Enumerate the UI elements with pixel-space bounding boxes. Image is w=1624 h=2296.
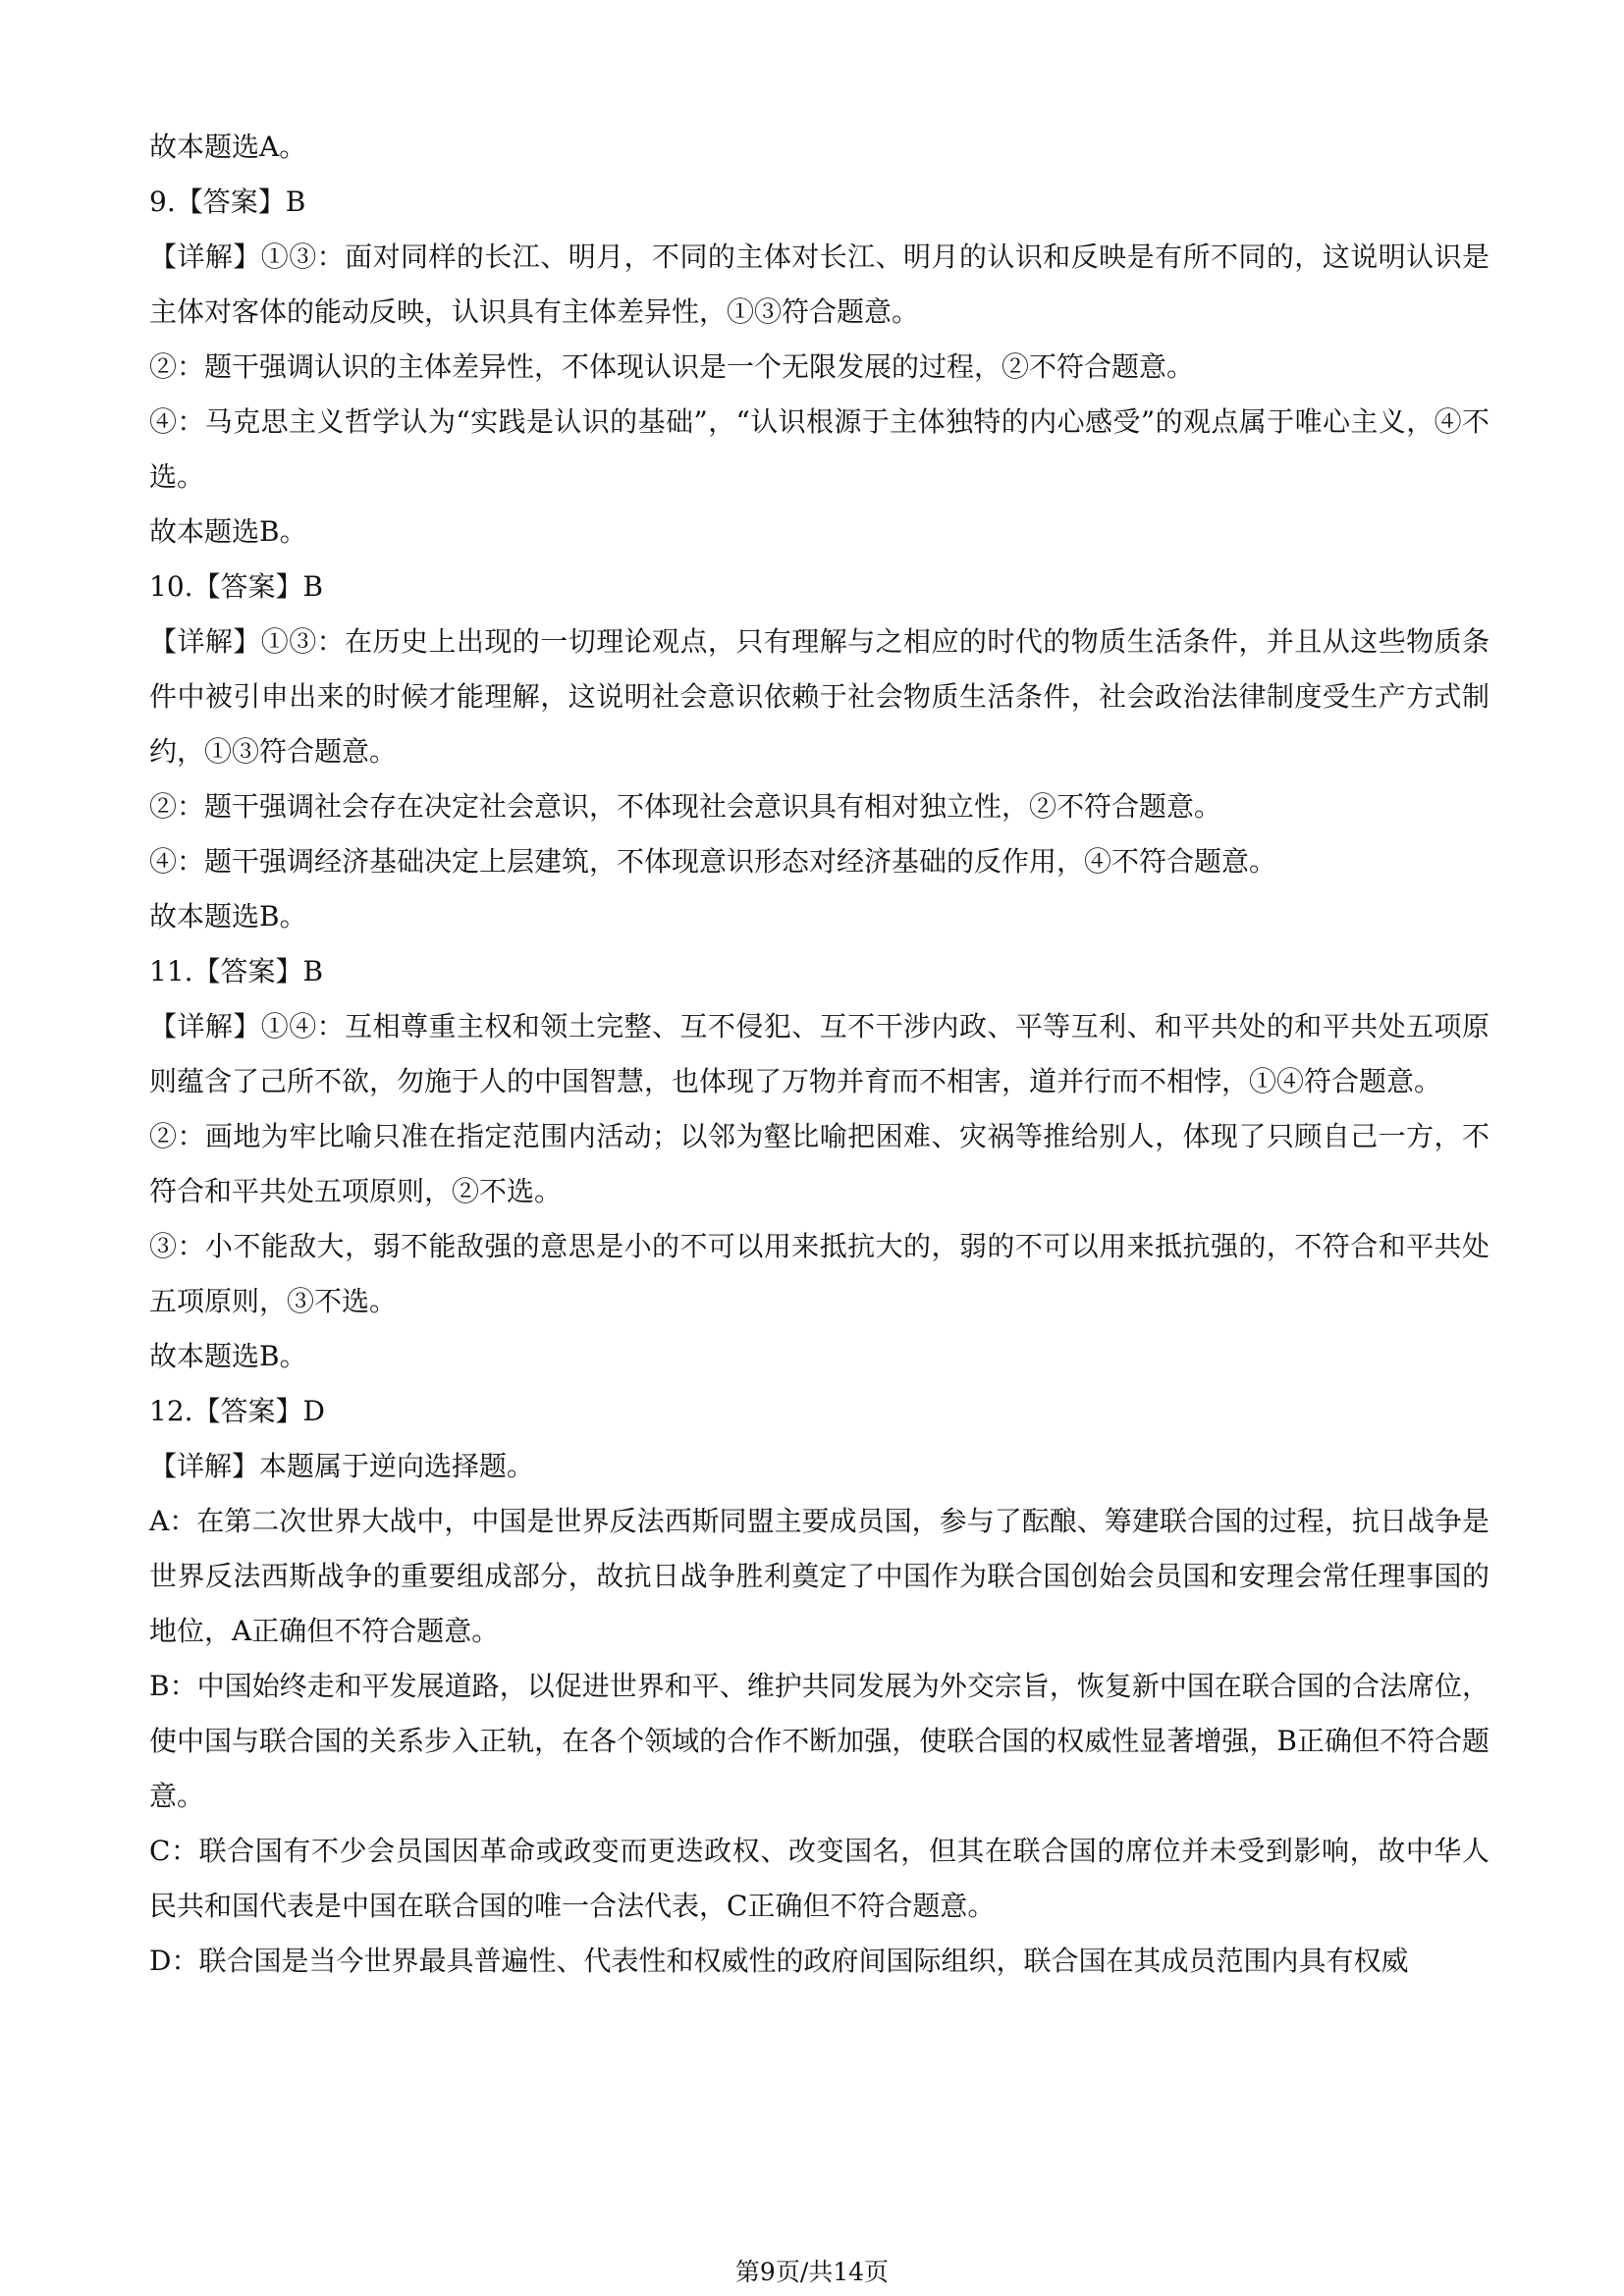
answer-heading: 11.【答案】B (149, 955, 324, 988)
answer-heading: 12.【答案】D (149, 1395, 325, 1427)
question-9 (149, 175, 1489, 560)
option-note: ②：题干强调认识的主体差异性，不体现认识是一个无限发展的过程，②不符合题意。 (149, 350, 1195, 383)
conclusion: 故本题选B。 (149, 515, 307, 548)
option-note: C：联合国有不少会员国因革命或政变而更迭政权、改变国名，但其在联合国的席位并未受到影响，故中华人民共和国代表是中国在联合国的唯一合法代表，C正确但不符合题意。 (149, 1835, 1489, 1922)
option-note: D：联合国是当今世界最具普遍性、代表性和权威性的政府间国际组织，联合国在其成员范围内具有权威 (149, 1945, 1409, 1977)
detail-paragraph: 【详解】本题属于逆向选择题。 (149, 1450, 535, 1482)
detail-paragraph: 【详解】①④：互相尊重主权和领土完整、互不侵犯、互不干涉内政、平等互利、和平共处的和平共处五项原则蕴含了己所不欲，勿施于人的中国智慧，也体现了万物并育而不相害，道并行而不相悖，①④符合题意。 (149, 1010, 1489, 1097)
question-11 (149, 944, 1489, 1384)
document-body (149, 120, 1489, 1989)
page-number: 第9页/共14页 (734, 2258, 890, 2286)
option-note: ④：马克思主义哲学认为“实践是认识的基础”，“认识根源于主体独特的内心感受”的观点属于唯心主义，④不选。 (149, 405, 1489, 493)
option-note: A：在第二次世界大战中，中国是世界反法西斯同盟主要成员国，参与了酝酿、筹建联合国的过程，抗日战争是世界反法西斯战争的重要组成部分，故抗日战争胜利奠定了中国作为联合国创始会员国和安理会常任理事国的地位，A正确但不符合题意。 (149, 1505, 1489, 1647)
option-note: ③：小不能敌大，弱不能敌强的意思是小的不可以用来抵抗大的，弱的不可以用来抵抗强的，不符合和平共处五项原则，③不选。 (149, 1230, 1489, 1317)
option-note: B：中国始终走和平发展道路，以促进世界和平、维护共同发展为外交宗旨，恢复新中国在联合国的合法席位，使中国与联合国的关系步入正轨，在各个领域的合作不断加强，使联合国的权威性显著增强，B正确但不符合题意。 (149, 1670, 1489, 1812)
question-12 (149, 1384, 1489, 1989)
option-note: ②：画地为牢比喻只准在指定范围内活动；以邻为壑比喻把困难、灾祸等推给别人，体现了只顾自己一方，不符合和平共处五项原则，②不选。 (149, 1120, 1489, 1207)
question-10 (149, 560, 1489, 944)
detail-paragraph: 【详解】①③：面对同样的长江、明月，不同的主体对长江、明月的认识和反映是有所不同的，这说明认识是主体对客体的能动反映，认识具有主体差异性，①③符合题意。 (149, 240, 1489, 328)
answer-heading: 10.【答案】B (149, 570, 324, 603)
conclusion: 故本题选B。 (149, 1340, 307, 1372)
option-note: ②：题干强调社会存在决定社会意识，不体现社会意识具有相对独立性，②不符合题意。 (149, 790, 1222, 823)
detail-paragraph: 【详解】①③：在历史上出现的一切理论观点，只有理解与之相应的时代的物质生活条件，并且从这些物质条件中被引申出来的时候才能理解，这说明社会意识依赖于社会物质生活条件，社会政治法律制度受生产方式制约，①③符合题意。 (149, 625, 1489, 768)
conclusion-q8: 故本题选A。 (149, 131, 307, 163)
conclusion: 故本题选B。 (149, 900, 307, 933)
answer-heading: 9.【答案】B (149, 186, 306, 218)
option-note: ④：题干强调经济基础决定上层建筑，不体现意识形态对经济基础的反作用，④不符合题意。 (149, 845, 1277, 878)
